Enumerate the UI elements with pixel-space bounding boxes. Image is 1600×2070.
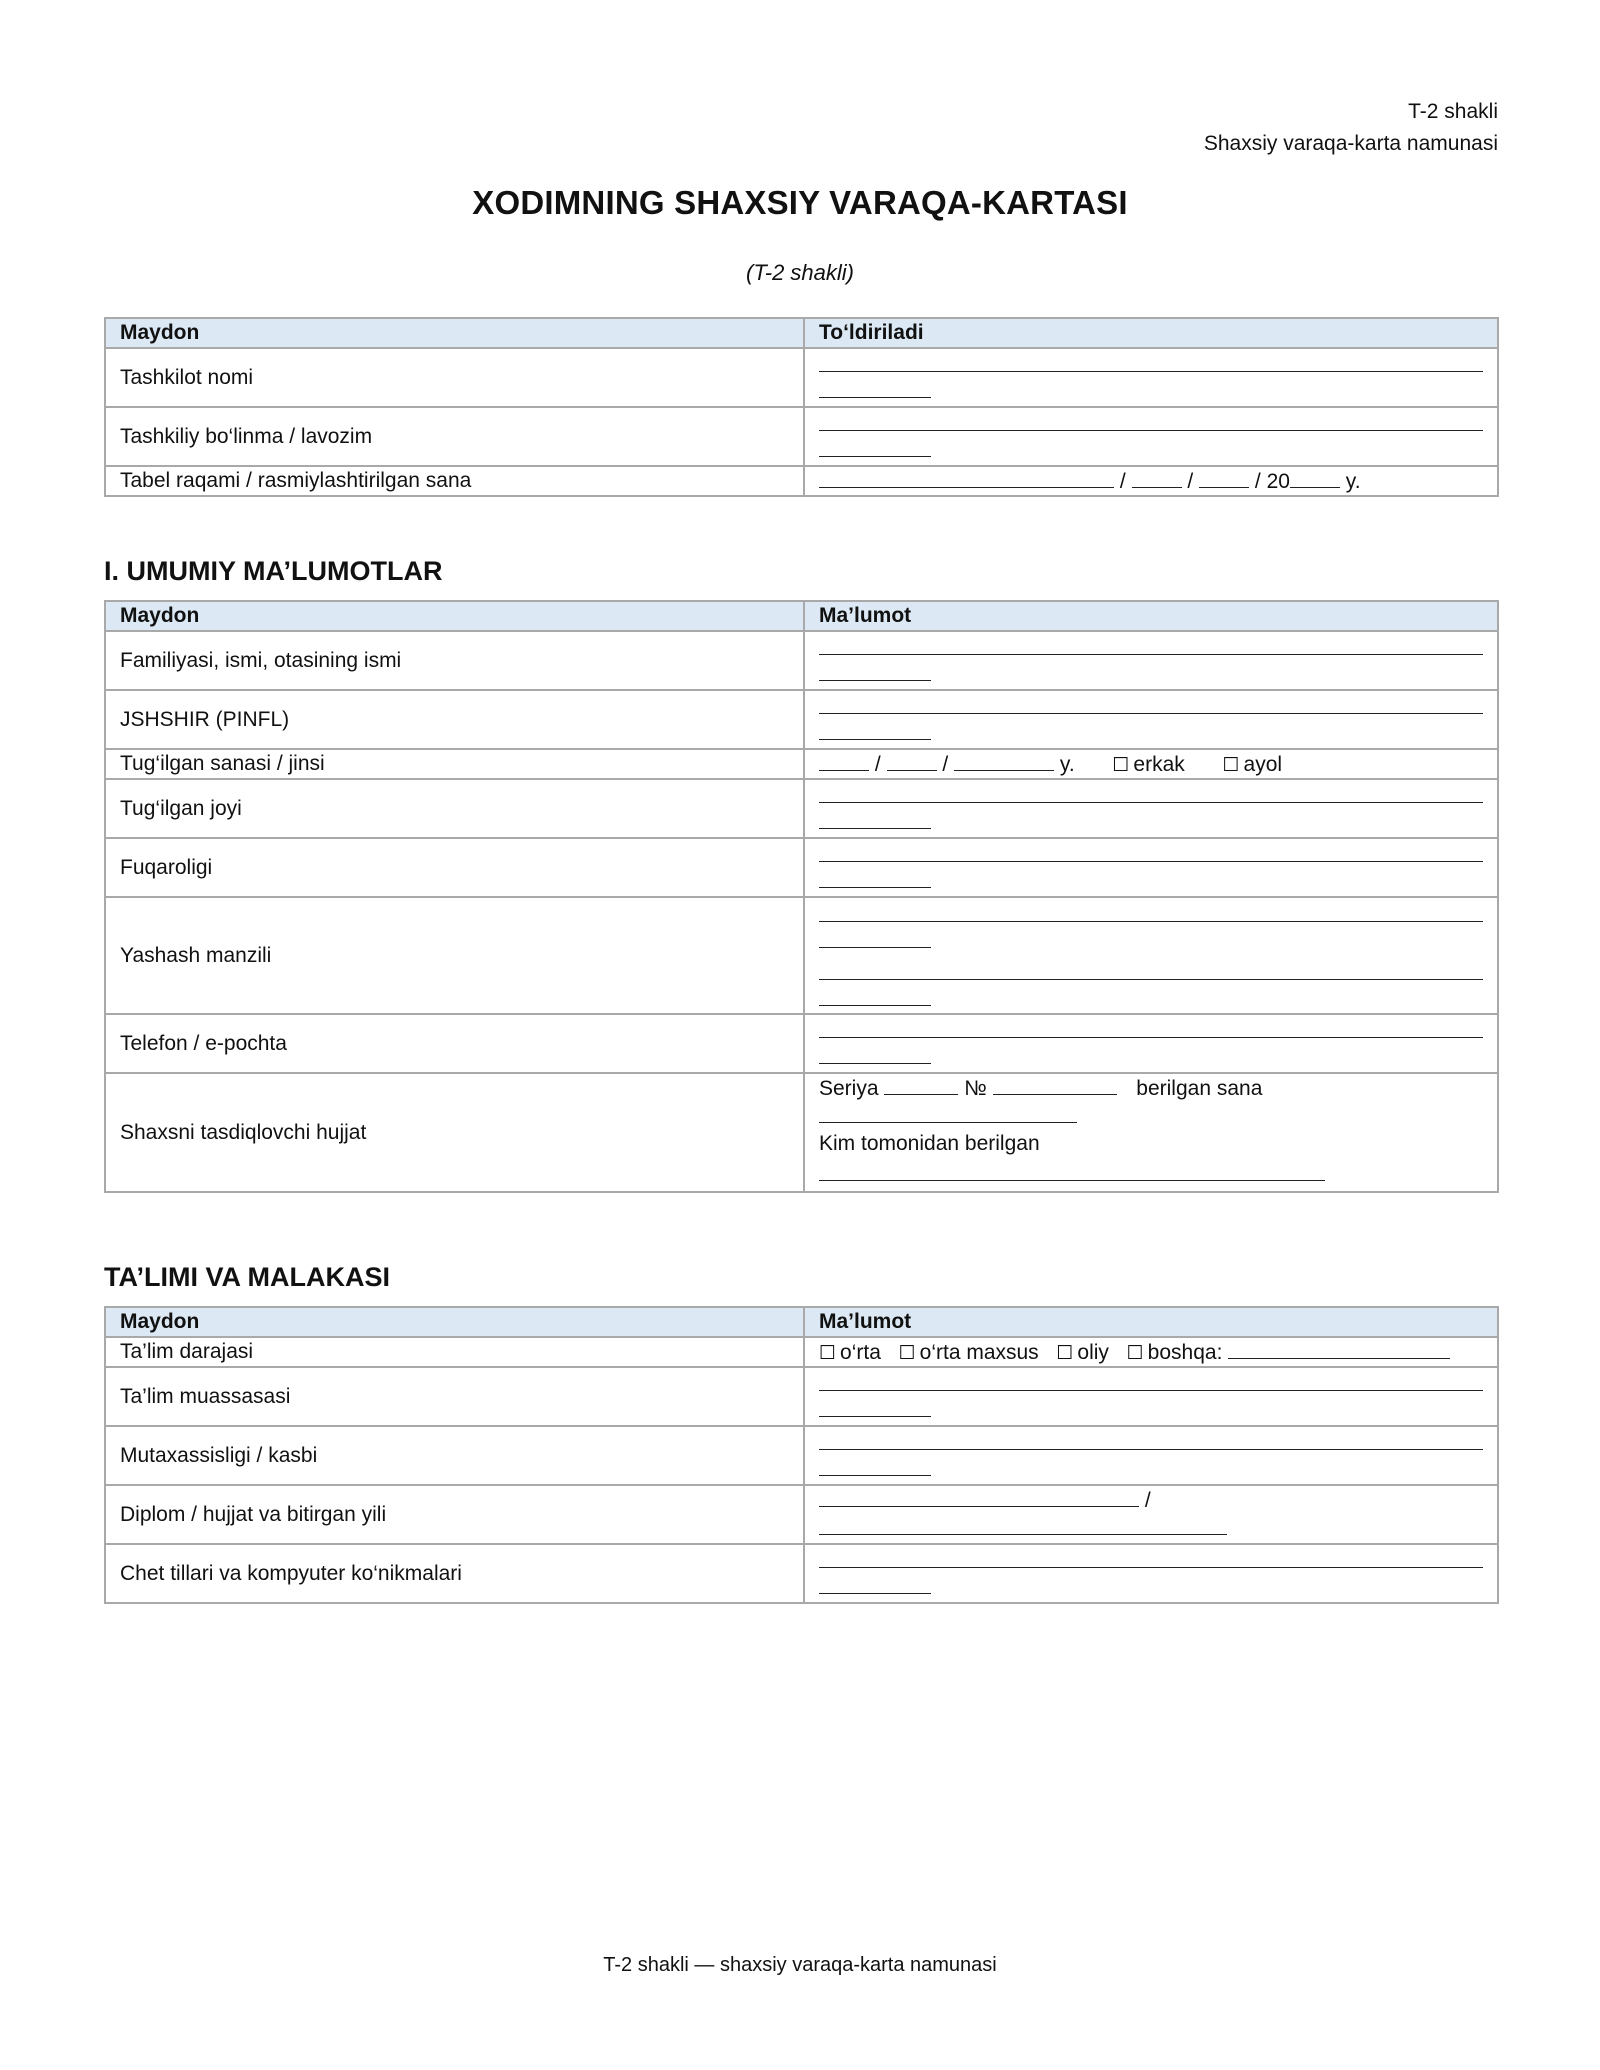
languages-skills-field[interactable]: [804, 1544, 1498, 1603]
field-label: Fuqaroligi: [105, 838, 804, 897]
field-label: Shaxsni tasdiqlovchi hujjat: [105, 1073, 804, 1192]
field-label: Diplom / hujjat va bitirgan yili: [105, 1485, 804, 1544]
id-document-field[interactable]: [804, 1073, 1498, 1192]
field-label: Telefon / e-pochta: [105, 1014, 804, 1073]
citizenship-field[interactable]: [804, 838, 1498, 897]
table-row: [105, 1337, 1498, 1367]
organization-name-field[interactable]: [804, 348, 1498, 407]
table-row: [105, 1367, 1498, 1426]
table-row: [105, 1014, 1498, 1073]
general-info-table: [104, 600, 1499, 1193]
date-separator: /: [874, 753, 881, 776]
table-row: [105, 779, 1498, 838]
field-label: Tashkilot nomi: [105, 348, 804, 407]
specialty-field[interactable]: [804, 1426, 1498, 1485]
gender-female-label: ayol: [1243, 753, 1283, 776]
section-general-title: I. UMUMIY MA’LUMOTLAR: [104, 556, 443, 586]
level-label: boshqa:: [1147, 1341, 1223, 1364]
institution-field[interactable]: [804, 1367, 1498, 1426]
date-separator: /: [1187, 470, 1194, 493]
division-position-field[interactable]: [804, 407, 1498, 466]
field-label: Tug‘ilgan sanasi / jinsi: [105, 749, 804, 779]
page-subtitle: (T-2 shakli): [746, 260, 854, 285]
section-education-title: TA’LIMI VA MALAKASI: [104, 1262, 390, 1292]
table-row: [105, 407, 1498, 466]
field-label: Mutaxassisligi / kasbi: [105, 1426, 804, 1485]
form-code: T-2 shakli: [1408, 100, 1498, 123]
checkbox-other[interactable]: ☐: [1126, 1342, 1144, 1364]
table-row: [105, 1485, 1498, 1544]
date-separator: /: [1119, 470, 1126, 493]
column-header-field: Maydon: [105, 318, 804, 348]
table-row: [105, 1073, 1498, 1192]
checkbox-female[interactable]: ☐: [1222, 754, 1240, 776]
phone-email-field[interactable]: [804, 1014, 1498, 1073]
table-row: [105, 466, 1498, 496]
field-label: Tabel raqami / rasmiylashtirilgan sana: [105, 466, 804, 496]
date-year-suffix: y.: [1345, 470, 1361, 493]
full-name-field[interactable]: [804, 631, 1498, 690]
field-label: Ta’lim muassasasi: [105, 1367, 804, 1426]
table-row: [105, 1544, 1498, 1603]
checkbox-vocational[interactable]: ☐: [898, 1342, 916, 1364]
pinfl-field[interactable]: [804, 690, 1498, 749]
page-title: XODIMNING SHAXSIY VARAQA-KARTASI: [472, 184, 1128, 221]
tabel-date-field[interactable]: [804, 466, 1498, 496]
table-row: [105, 838, 1498, 897]
date-year-suffix: y.: [1059, 753, 1075, 776]
doc-series-label: Seriya: [819, 1077, 879, 1100]
education-level-field[interactable]: [804, 1337, 1498, 1367]
table-row: [105, 631, 1498, 690]
level-label: oliy: [1077, 1341, 1109, 1364]
checkbox-male[interactable]: ☐: [1112, 754, 1130, 776]
column-header-field: Maydon: [105, 1307, 804, 1337]
field-label: Tug‘ilgan joyi: [105, 779, 804, 838]
doc-issued-date-label: berilgan sana: [1136, 1077, 1263, 1100]
column-header-info: Ma’lumot: [804, 601, 1498, 631]
form-note: Shaxsiy varaqa-karta namunasi: [1203, 132, 1498, 155]
level-label: o‘rta: [840, 1341, 881, 1364]
birthplace-field[interactable]: [804, 779, 1498, 838]
diploma-separator: /: [1144, 1489, 1151, 1512]
field-label: Tashkiliy bo‘linma / lavozim: [105, 407, 804, 466]
table-row: [105, 348, 1498, 407]
field-label: Ta’lim darajasi: [105, 1337, 804, 1367]
table-row: [105, 749, 1498, 779]
birthdate-gender-field[interactable]: [804, 749, 1498, 779]
field-label: Yashash manzili: [105, 897, 804, 1014]
doc-issued-by-label: Kim tomonidan berilgan: [819, 1132, 1040, 1155]
page-footer: T-2 shakli — shaxsiy varaqa-karta namunasi: [603, 1954, 997, 1976]
form-header: [1204, 96, 1498, 160]
diploma-year-field[interactable]: [804, 1485, 1498, 1544]
table-row: [105, 897, 1498, 1014]
organization-table: [104, 317, 1499, 497]
field-label: JSHSHIR (PINFL): [105, 690, 804, 749]
field-label: Chet tillari va kompyuter ko‘nikmalari: [105, 1544, 804, 1603]
checkbox-higher[interactable]: ☐: [1056, 1342, 1074, 1364]
level-label: o‘rta maxsus: [919, 1341, 1039, 1364]
column-header-fill: To‘ldiriladi: [804, 318, 1498, 348]
column-header-info: Ma’lumot: [804, 1307, 1498, 1337]
education-table: [104, 1306, 1499, 1604]
table-row: [105, 690, 1498, 749]
doc-number-label: №: [964, 1077, 987, 1100]
date-separator: /: [942, 753, 949, 776]
checkbox-secondary[interactable]: ☐: [819, 1342, 837, 1364]
table-row: [105, 1426, 1498, 1485]
field-label: Familiyasi, ismi, otasining ismi: [105, 631, 804, 690]
column-header-field: Maydon: [105, 601, 804, 631]
date-year-prefix: / 20: [1254, 470, 1290, 493]
gender-male-label: erkak: [1133, 753, 1185, 776]
address-field[interactable]: [804, 897, 1498, 1014]
